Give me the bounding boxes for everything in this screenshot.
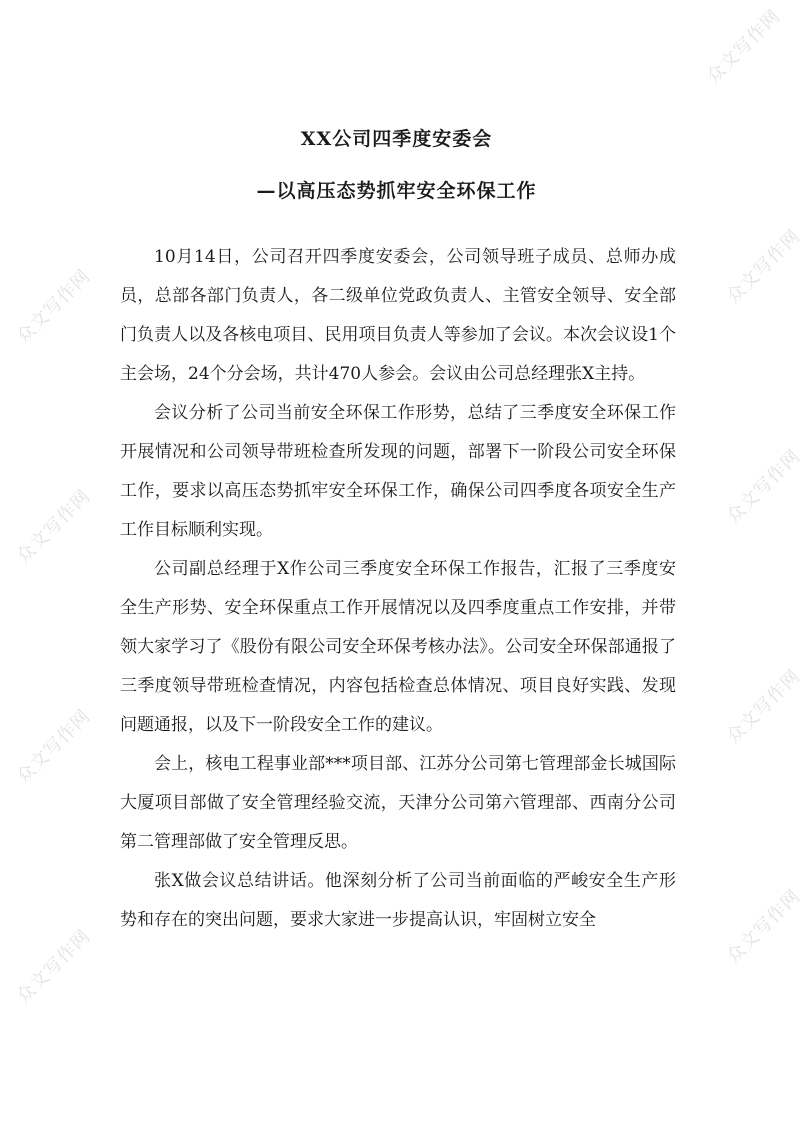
paragraph: 10月14日，公司召开四季度安委会，公司领导班子成员、总师办成员，总部各部门负责人，各二级单位党政负责人、主管安全领导、安全部门负责人以及各核电项目、民用项目负责人等参加了会议。本次会议设1个主会场，24个分会场，共计470人参会。会议由公司总经理张X主持。 [120, 247, 676, 384]
document-subtitle: —以高压态势抓牢安全环保工作 [256, 180, 537, 202]
watermark: 众文写作网 [722, 445, 805, 528]
watermark: 众文写作网 [722, 665, 805, 748]
watermark: 众文写作网 [702, 5, 785, 88]
watermark: 众文写作网 [12, 485, 95, 568]
paragraph: 会上，核电工程事业部***项目部、江苏分公司第七管理部金长城国际大厦项目部做了安全管理经验交流，天津分公司第六管理部、西南分公司第二管理部做了安全管理反思。 [120, 754, 676, 852]
paragraph: 公司副总经理于X作公司三季度安全环保工作报告，汇报了三季度安全生产形势、安全环保重点工作开展情况以及四季度重点工作安排，并带领大家学习了《股份有限公司安全环保考核办法》。公司安全环保部通报了三季度领导带班检查情况，内容包括检查总体情况、项目良好实践、发现问题通报，以及下一阶段安全工作的建议。 [120, 559, 676, 735]
document-title: XX公司四季度安委会 [300, 128, 493, 150]
watermark: 众文写作网 [12, 265, 95, 348]
watermark: 众文写作网 [722, 225, 805, 308]
paragraph: 张X做会议总结讲话。他深刻分析了公司当前面临的严峻安全生产形势和存在的突出问题，要求大家进一步提高认识，牢固树立安全 [120, 871, 676, 930]
watermark: 众文写作网 [722, 885, 805, 968]
document-body [120, 238, 676, 940]
watermark: 众文写作网 [12, 705, 95, 788]
watermark: 众文写作网 [12, 925, 95, 1008]
paragraph: 会议分析了公司当前安全环保工作形势，总结了三季度安全环保工作开展情况和公司领导带班检查所发现的问题，部署下一阶段公司安全环保工作，要求以高压态势抓牢安全环保工作，确保公司四季度各项安全生产工作目标顺利实现。 [120, 403, 676, 540]
